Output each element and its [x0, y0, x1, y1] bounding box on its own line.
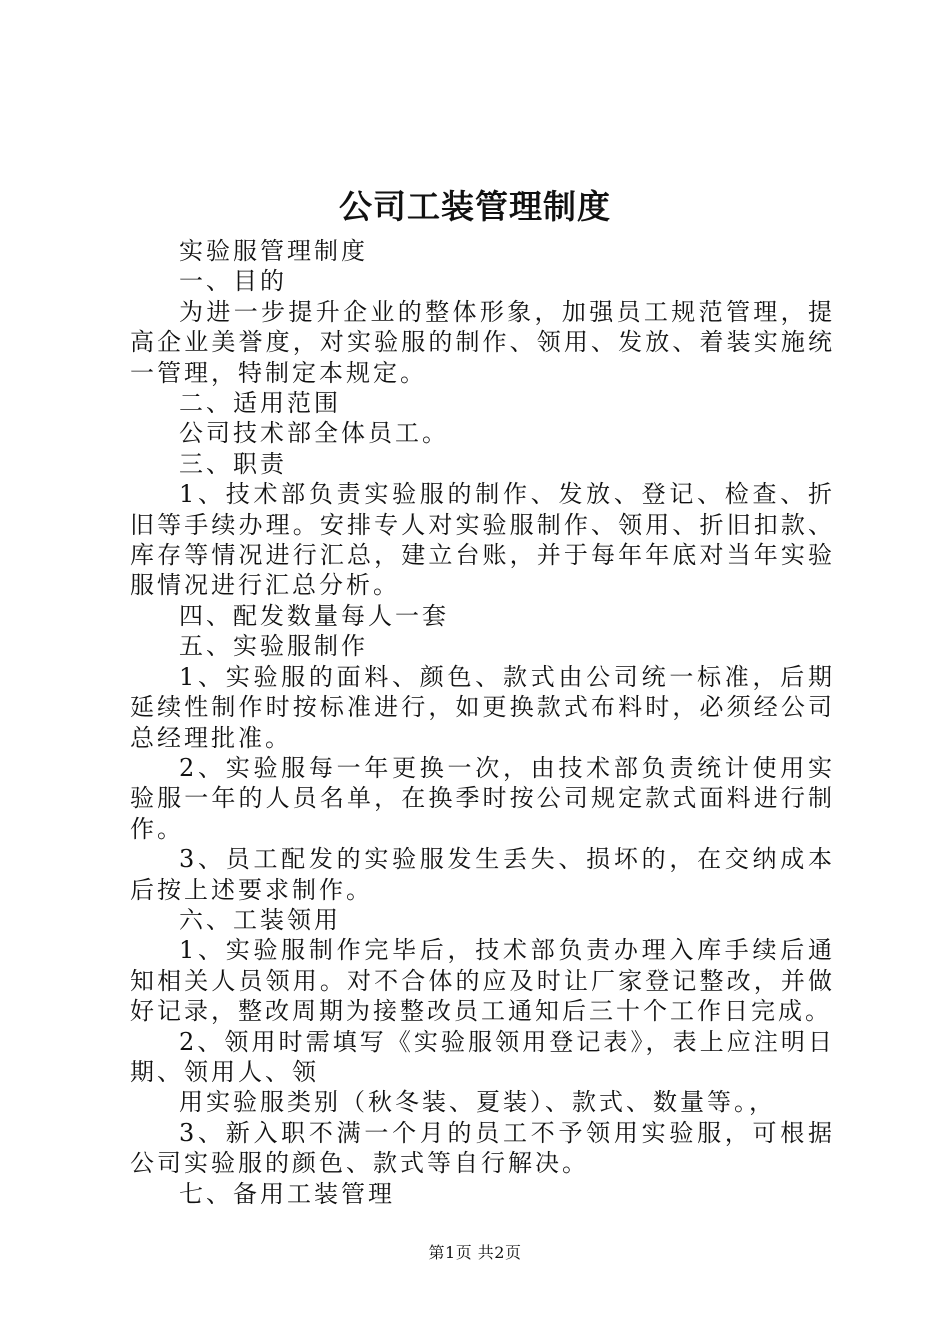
section-heading-responsibilities: 三、职责 [179, 449, 287, 478]
paragraph-issuance-2: 2、领用时需填写《实验服领用登记表》，表上应注明日期、领用人、领 [130, 1027, 835, 1086]
paragraph-issuance-1: 1、实验服制作完毕后，技术部负责办理入库手续后通知相关人员领用。对不合体的应及时让厂家登记整改，并做好记录，整改周期为接整改员工通知后三十个工作日完成。 [130, 936, 835, 1026]
paragraph-production-1: 1、实验服的面料、颜色、款式由公司统一标准，后期延续性制作时按标准进行，如更换款式布料时，必须经公司总经理批准。 [130, 662, 835, 752]
section-heading-spare-uniforms: 七、备用工装管理 [179, 1179, 395, 1208]
paragraph-production-2: 2、实验服每一年更换一次，由技术部负责统计使用实验服一年的人员名单，在换季时按公司规定款式面料进行制作。 [130, 753, 835, 843]
section-heading-purpose: 一、目的 [179, 267, 287, 296]
section-heading-issuance: 六、工装领用 [179, 905, 341, 934]
paragraph-issuance-3: 3、新入职不满一个月的员工不予领用实验服，可根据公司实验服的颜色、款式等自行解决。 [130, 1118, 835, 1178]
paragraph-purpose: 为进一步提升企业的整体形象，加强员工规范管理，提高企业美誉度，对实验服的制作、领用、发放、着装实施统一管理，特制定本规定。 [130, 297, 835, 387]
paragraph-responsibilities-1: 1、技术部负责实验服的制作、发放、登记、检查、折旧等手续办理。安排专人对实验服制作、领用、折旧扣款、库存等情况进行汇总，建立台账，并于每年年底对当年实验服情况进行汇总分析。 [130, 480, 835, 600]
document-body [130, 236, 835, 1209]
section-heading-scope: 二、适用范围 [179, 389, 341, 418]
section-heading-lab-coat-policy: 实验服管理制度 [179, 237, 368, 265]
paragraph-scope: 公司技术部全体员工。 [179, 419, 449, 448]
page-number-footer: 第1页 共2页 [428, 1243, 522, 1262]
section-heading-production: 五、实验服制作 [179, 632, 368, 661]
paragraph-issuance-2-continued: 用实验服类别（秋冬装、夏装）、款式、数量等。， [179, 1088, 776, 1117]
section-heading-allocation: 四、配发数量每人一套 [179, 601, 449, 630]
paragraph-production-3: 3、员工配发的实验服发生丢失、损坏的，在交纳成本后按上述要求制作。 [130, 845, 835, 904]
document-title: 公司工装管理制度 [339, 187, 611, 226]
